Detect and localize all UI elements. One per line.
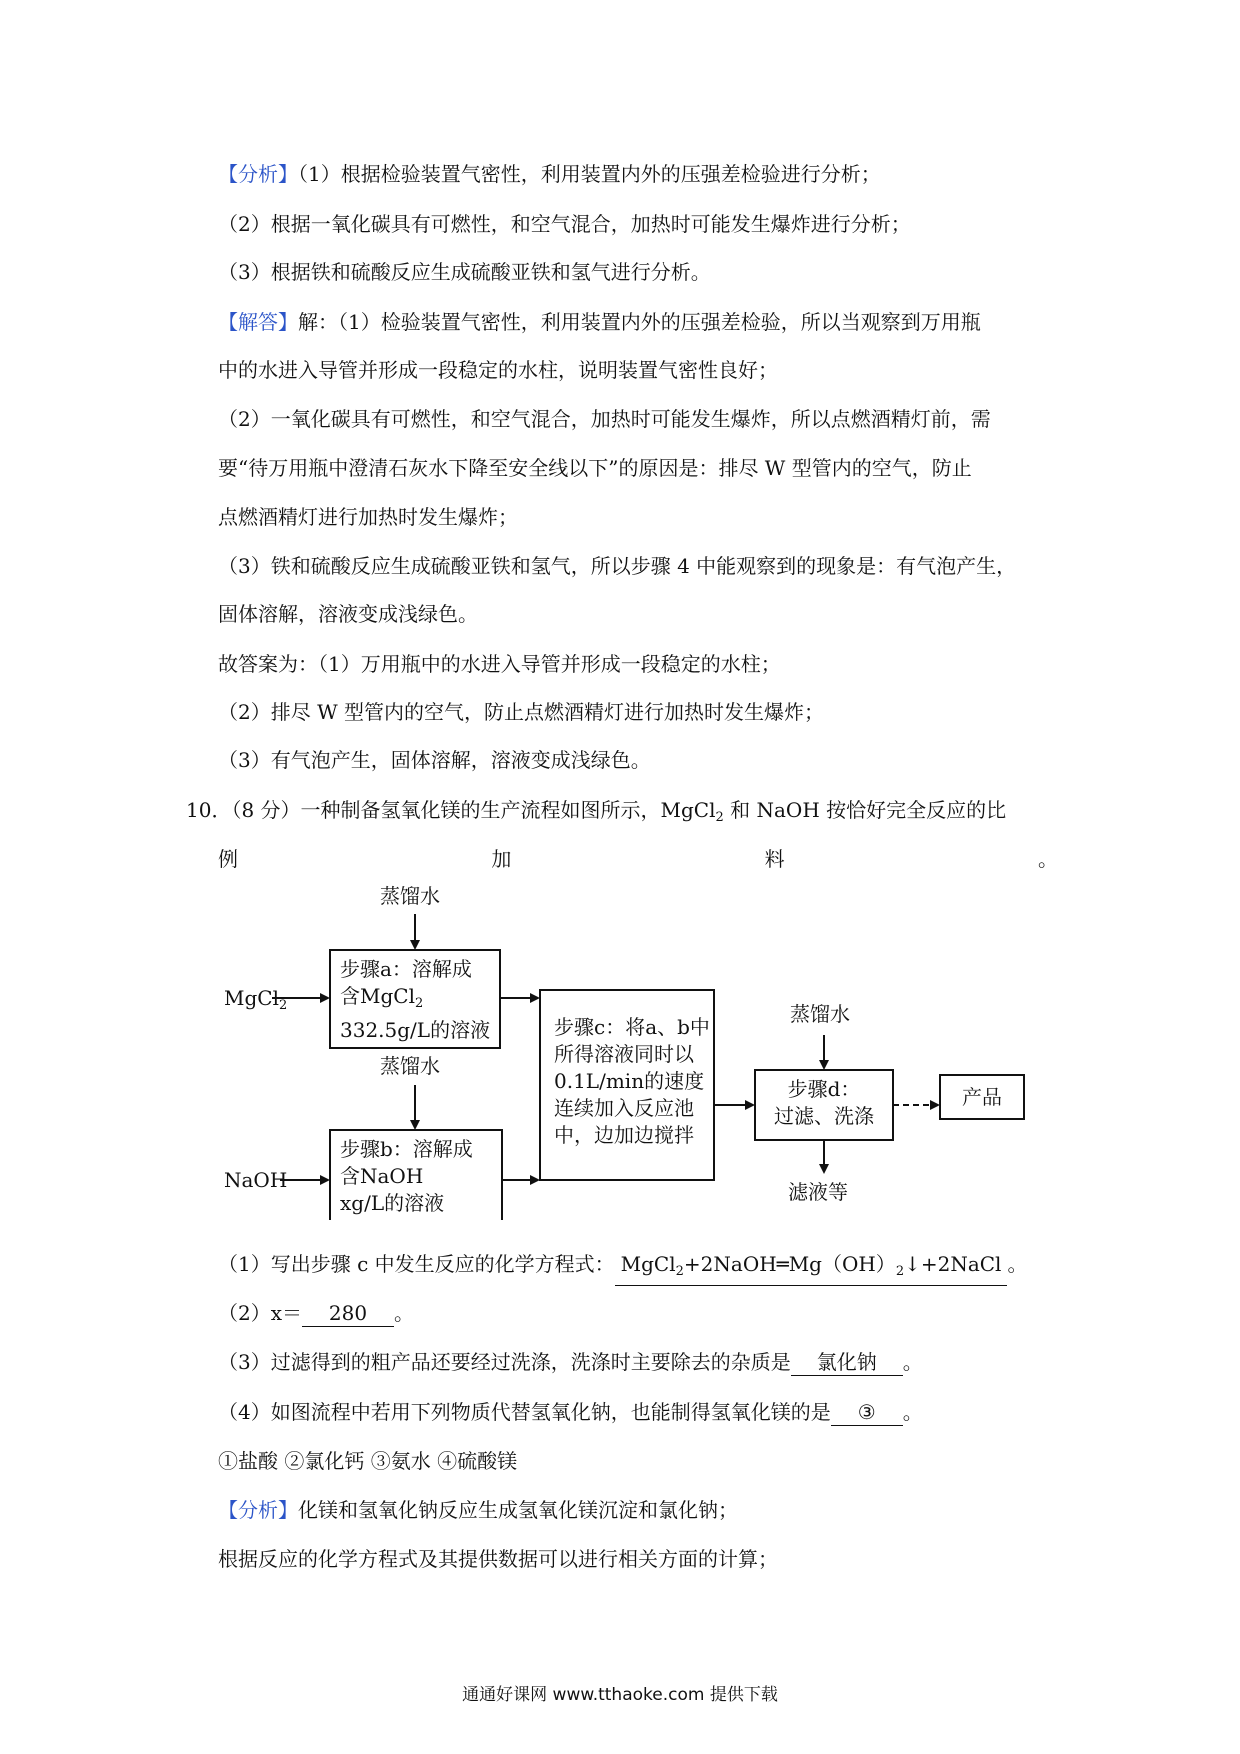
answer-intro: 故答案为：（1）万用瓶中的水进入导管并形成一段稳定的水柱； xyxy=(218,652,781,676)
spread-char: 料 xyxy=(764,847,785,871)
label-mgcl2-input: MgCl$_2$ xyxy=(224,986,288,1013)
sub-question-2: （2）x＝ 280 。 xyxy=(218,1301,415,1325)
answer-blank-1: $MgCl_2+2NaOH═Mg(OH)_2↓+2NaCl$ xyxy=(615,1251,1008,1286)
analysis-tag: 【分析】 xyxy=(218,162,298,186)
solution-line-6: （3）铁和硫酸反应生成硫酸亚铁和氢气，所以步骤 4 中能观察到的现象是：有气泡产生， xyxy=(218,554,1017,578)
page-footer: 通通好课网 www.tthaoke.com 提供下载 xyxy=(462,1685,778,1705)
solution-line-7: 固体溶解，溶液变成浅绿色。 xyxy=(218,602,478,626)
answer-2: （2）排尽 W 型管内的空气，防止点燃酒精灯进行加热时发生爆炸； xyxy=(218,700,824,724)
label-filtrate: 滤液等 xyxy=(788,1180,848,1204)
label-product: 产品 xyxy=(962,1085,1002,1109)
solution-line-2: 中的水进入导管并形成一段稳定的水柱，说明装置气密性良好； xyxy=(218,358,778,382)
answer-blank-4: ③ xyxy=(831,1399,903,1426)
sub-question-1: （1）写出步骤 c 中发生反应的化学方程式： $MgCl_2+2NaOH═Mg(OH)_2↓+2NaCl$ 。 xyxy=(218,1250,1027,1286)
spread-char: 。 xyxy=(1037,847,1058,871)
answer-blank-3: 氯化钠 xyxy=(791,1349,903,1376)
question-10-line-1 xyxy=(186,796,1006,832)
spread-char: 加 xyxy=(491,847,512,871)
analysis-2-line-2: 根据反应的化学方程式及其提供数据可以进行相关方面的计算； xyxy=(218,1547,778,1571)
analysis-2-line-1 xyxy=(218,1496,738,1524)
process-flow-diagram xyxy=(210,880,1090,1220)
answer-3: （3）有气泡产生，固体溶解，溶液变成浅绿色。 xyxy=(218,748,651,772)
solution-line-5: 点燃酒精灯进行加热时发生爆炸； xyxy=(218,505,518,529)
analysis-text: （1）根据检验装置气密性，利用装置内外的压强差检验进行分析； xyxy=(298,162,881,186)
sub-question-4: （4）如图流程中若用下列物质代替氢氧化钠，也能制得氢氧化镁的是 ③ 。 xyxy=(218,1400,923,1424)
solution-line-3: （2）一氧化碳具有可燃性，和空气混合，加热时可能发生爆炸，所以点燃酒精灯前，需 xyxy=(218,407,991,431)
analysis-line-1 xyxy=(218,160,881,188)
solution-tag: 【解答】 xyxy=(218,310,298,334)
step-a-text: 步骤a：溶解成 含MgCl$_2$ 332.5g/L的溶液 xyxy=(340,957,491,1042)
spread-char: 例 xyxy=(218,847,238,871)
label-naoh-input: NaOH xyxy=(224,1168,288,1192)
answer-blank-2: 280 xyxy=(302,1300,394,1327)
step-c-text: 步骤c：将a、b中 所得溶液同时以 0.1L/min的速度 连续加入反应池 中，边加边搅拌 xyxy=(554,1015,710,1147)
label-distilled-water-mid: 蒸馏水 xyxy=(380,1054,440,1078)
sub-question-options: ①盐酸 ②氯化钙 ③氨水 ④硫酸镁 xyxy=(218,1449,518,1473)
sub-question-3: （3）过滤得到的粗产品还要经过洗涤，洗涤时主要除去的杂质是 氯化钠 。 xyxy=(218,1350,923,1374)
question-10-line-2 xyxy=(218,845,1058,873)
analysis-2-text: 化镁和氢氧化钠反应生成氢氧化镁沉淀和氯化钠； xyxy=(298,1498,738,1522)
label-distilled-water-top: 蒸馏水 xyxy=(380,884,440,908)
solution-text: 解：（1）检验装置气密性，利用装置内外的压强差检验，所以当观察到万用瓶 xyxy=(298,310,981,334)
analysis-2-tag: 【分析】 xyxy=(218,1498,298,1522)
question-10-text-b: 和 NaOH 按恰好完全反应的比 xyxy=(723,798,1007,822)
question-10-sub: 2 xyxy=(715,810,724,825)
analysis-line-2: （2）根据一氧化碳具有可燃性，和空气混合，加热时可能发生爆炸进行分析； xyxy=(218,212,911,236)
step-b-text: 步骤b：溶解成 含NaOH xg/L的溶液 xyxy=(340,1137,473,1215)
solution-line-1 xyxy=(218,308,981,336)
analysis-line-3: （3）根据铁和硫酸反应生成硫酸亚铁和氢气进行分析。 xyxy=(218,260,711,284)
label-distilled-water-right: 蒸馏水 xyxy=(790,1002,850,1026)
step-d-text: 步骤d： 过滤、洗涤 xyxy=(774,1077,874,1128)
question-10-text-a: 10．（8 分）一种制备氢氧化镁的生产流程如图所示，MgCl xyxy=(186,798,716,822)
solution-line-4: 要“待万用瓶中澄清石灰水下降至安全线以下”的原因是：排尽 W 型管内的空气，防止 xyxy=(218,456,972,480)
